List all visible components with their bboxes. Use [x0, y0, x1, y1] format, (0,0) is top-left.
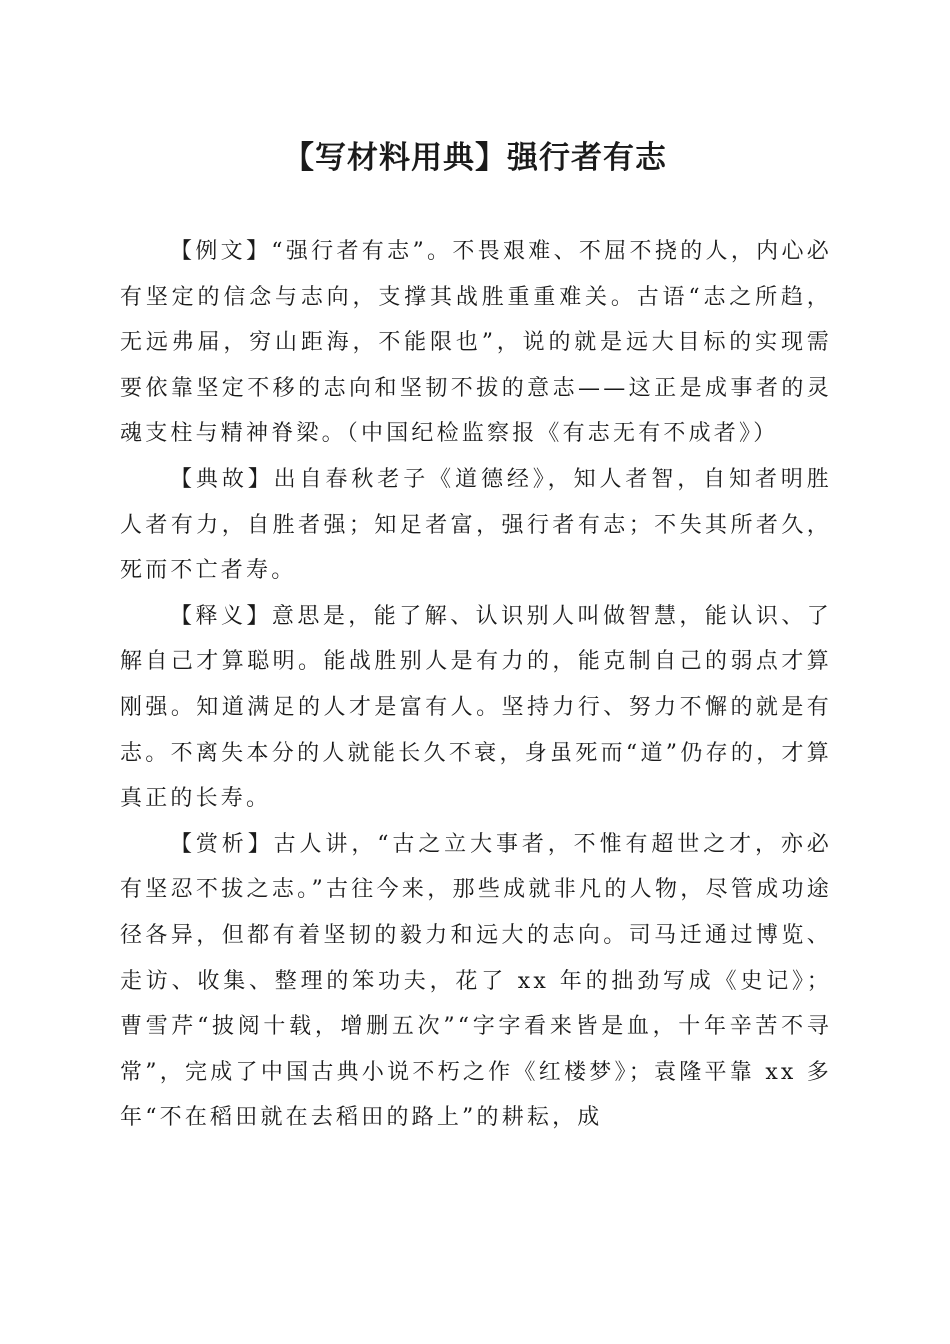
paragraph-text: 意思是，能了解、认识别人叫做智慧，能认识、了解自己才算聪明。能战胜别人是有力的，能克制自己的弱点才算刚强。知道满足的人才是富有人。坚持力行、努力不懈的就是有志。不离失本分的人就能长久不衰，身虽死而“道”仍存的，才算真正的长寿。	[120, 603, 832, 812]
paragraph-tag: 【赏析】	[170, 831, 274, 857]
paragraph-text: 出自春秋老子《道德经》，知人者智，自知者明胜人者有力，自胜者强；知足者富，强行者有志；不失其所者久，死而不亡者寿。	[120, 466, 832, 584]
document-body	[120, 229, 832, 1141]
paragraph-example	[120, 229, 832, 457]
paragraph-text: “强行者有志”。不畏艰难、不屈不挠的人，内心必有坚定的信念与志向，支撑其战胜重重难关。古语“志之所趋，无远弗届，穷山距海，不能限也”，说的就是远大目标的实现需要依靠坚定不移的志向和坚韧不拔的意志——这正是成事者的灵魂支柱与精神脊梁。（中国纪检监察报《有志无有不成者》）	[120, 239, 832, 447]
paragraph-tag: 【典故】	[170, 466, 274, 492]
paragraph-meaning	[120, 594, 832, 822]
paragraph-tag: 【例文】	[170, 239, 272, 264]
paragraph-analysis	[120, 822, 832, 1141]
document-title: 【写材料用典】强行者有志	[283, 140, 667, 176]
paragraph-text: 古人讲，“古之立大事者，不惟有超世之才，亦必有坚忍不拔之志。”古往今来，那些成就非凡的人物，尽管成功途径各异，但都有着坚韧的毅力和远大的志向。司马迁通过博览、走访、收集、整理的笨功夫，花了 xx 年的拙劲写成《史记》；曹雪芹“披阅十载，增删五次”“字字看来皆是血，十年辛苦不寻常”，完成了中国古典小说不朽之作《红楼梦》；袁隆平靠 xx 多年“不在稻田就在去稻田的路上”的耕耘，成	[120, 831, 832, 1131]
paragraph-source	[120, 457, 832, 594]
paragraph-tag: 【释义】	[170, 603, 272, 629]
